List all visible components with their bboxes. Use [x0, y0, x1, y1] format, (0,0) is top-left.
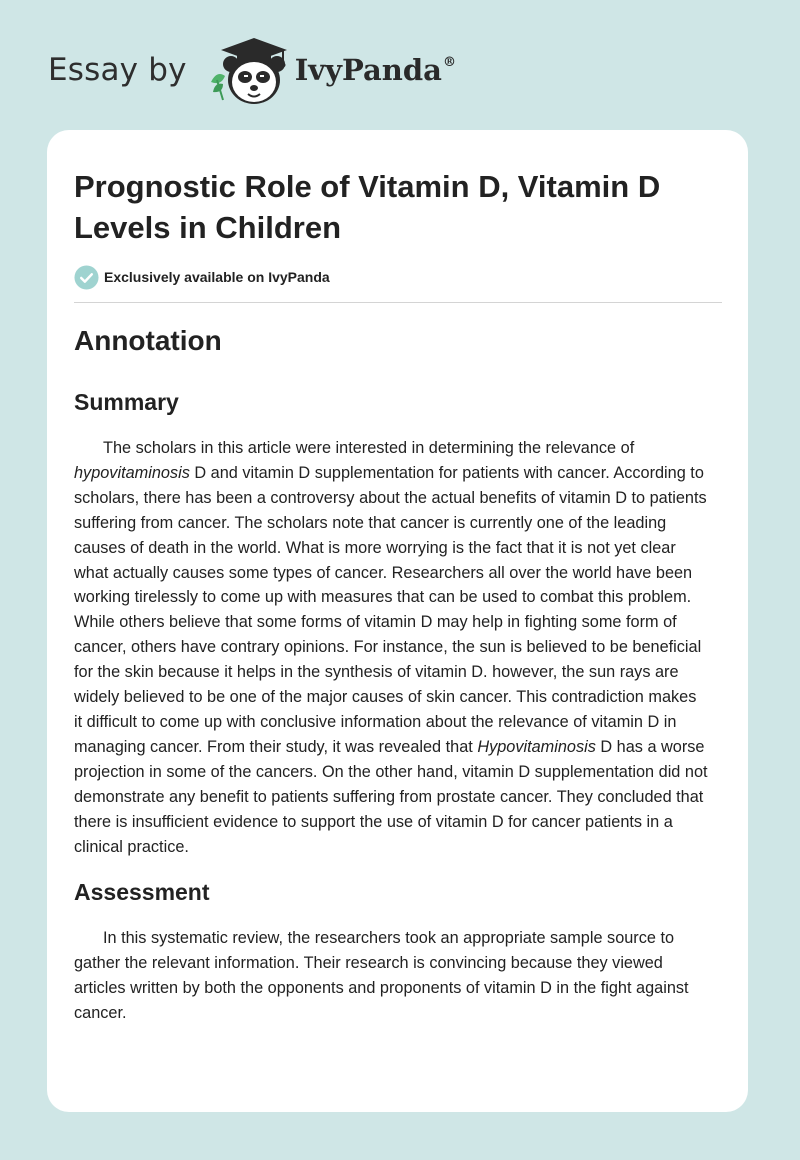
panda-graduation-cap-icon — [201, 30, 293, 110]
essay-by-label: Essay by — [48, 52, 187, 88]
page-title — [74, 166, 724, 248]
text-line: projection in some of the cancers. On the other hand, vitamin D supplementation did not — [74, 762, 708, 781]
text-line: what actually causes some types of cancer. Researchers all over the world have been — [74, 563, 693, 582]
text-line: causes of death in the world. What is more worrying is the fact that it is not yet clear — [74, 538, 676, 557]
text-line: for the skin because it helps in the synthesis of vitamin D. however, the sun rays are — [74, 663, 679, 682]
text-line: working tirelessly to come up with measures that can be used to combat this problem. — [74, 588, 692, 607]
registered-mark: ® — [442, 55, 456, 70]
check-circle-icon — [74, 265, 99, 290]
assessment-paragraph — [74, 926, 734, 1026]
text-line: While others believe that some forms of vitamin D may help in fighting some form of — [74, 613, 677, 632]
brand-name[interactable]: IvyPanda® — [294, 53, 456, 87]
text-line: cancer. — [74, 1003, 127, 1022]
exclusive-badge — [74, 264, 330, 290]
title-line: Levels in Children — [74, 210, 342, 245]
article-card — [47, 130, 748, 1112]
badge-text: Exclusively available on IvyPanda — [104, 269, 330, 285]
text-line: widely believed to be one of the major causes of skin cancer. This contradiction makes — [74, 688, 697, 707]
text-line: demonstrate any benefit to patients suffering from prostate cancer. They concluded that — [74, 787, 704, 806]
text-line: it difficult to come up with conclusive information about the relevance of vitamin D in — [74, 712, 677, 731]
text-line: scholars, there has been a controversy about the actual benefits of vitamin D to patients — [74, 488, 707, 507]
text-line: articles written by both the opponents and proponents of vitamin D in the fight against — [74, 978, 689, 997]
text-line: suffering from cancer. The scholars note that cancer is currently one of the leading — [74, 513, 667, 532]
text-line: cancer, others have contrary opinions. For instance, the sun is believed to be beneficial — [74, 638, 702, 657]
text-line: hypovitaminosis D and vitamin D supplementation for patients with cancer. According to — [74, 463, 704, 482]
text-line: In this systematic review, the researchers took an appropriate sample source to — [103, 929, 675, 947]
text-line: managing cancer. From their study, it was revealed that Hypovitaminosis D has a worse — [74, 737, 705, 756]
text-line: there is insufficient evidence to support the use of vitamin D for cancer patients in a — [74, 812, 673, 831]
assessment-heading: Assessment — [74, 879, 210, 905]
divider — [74, 302, 722, 303]
site-header — [48, 30, 456, 110]
section-heading: Annotation — [74, 325, 222, 356]
text-line: The scholars in this article were interested in determining the relevance of — [103, 439, 635, 457]
text-line: clinical practice. — [74, 837, 189, 856]
summary-paragraph — [74, 436, 734, 859]
summary-heading: Summary — [74, 389, 179, 415]
title-line: Prognostic Role of Vitamin D, Vitamin D — [74, 169, 661, 204]
text-line: gather the relevant information. Their research is convincing because they viewed — [74, 953, 663, 972]
